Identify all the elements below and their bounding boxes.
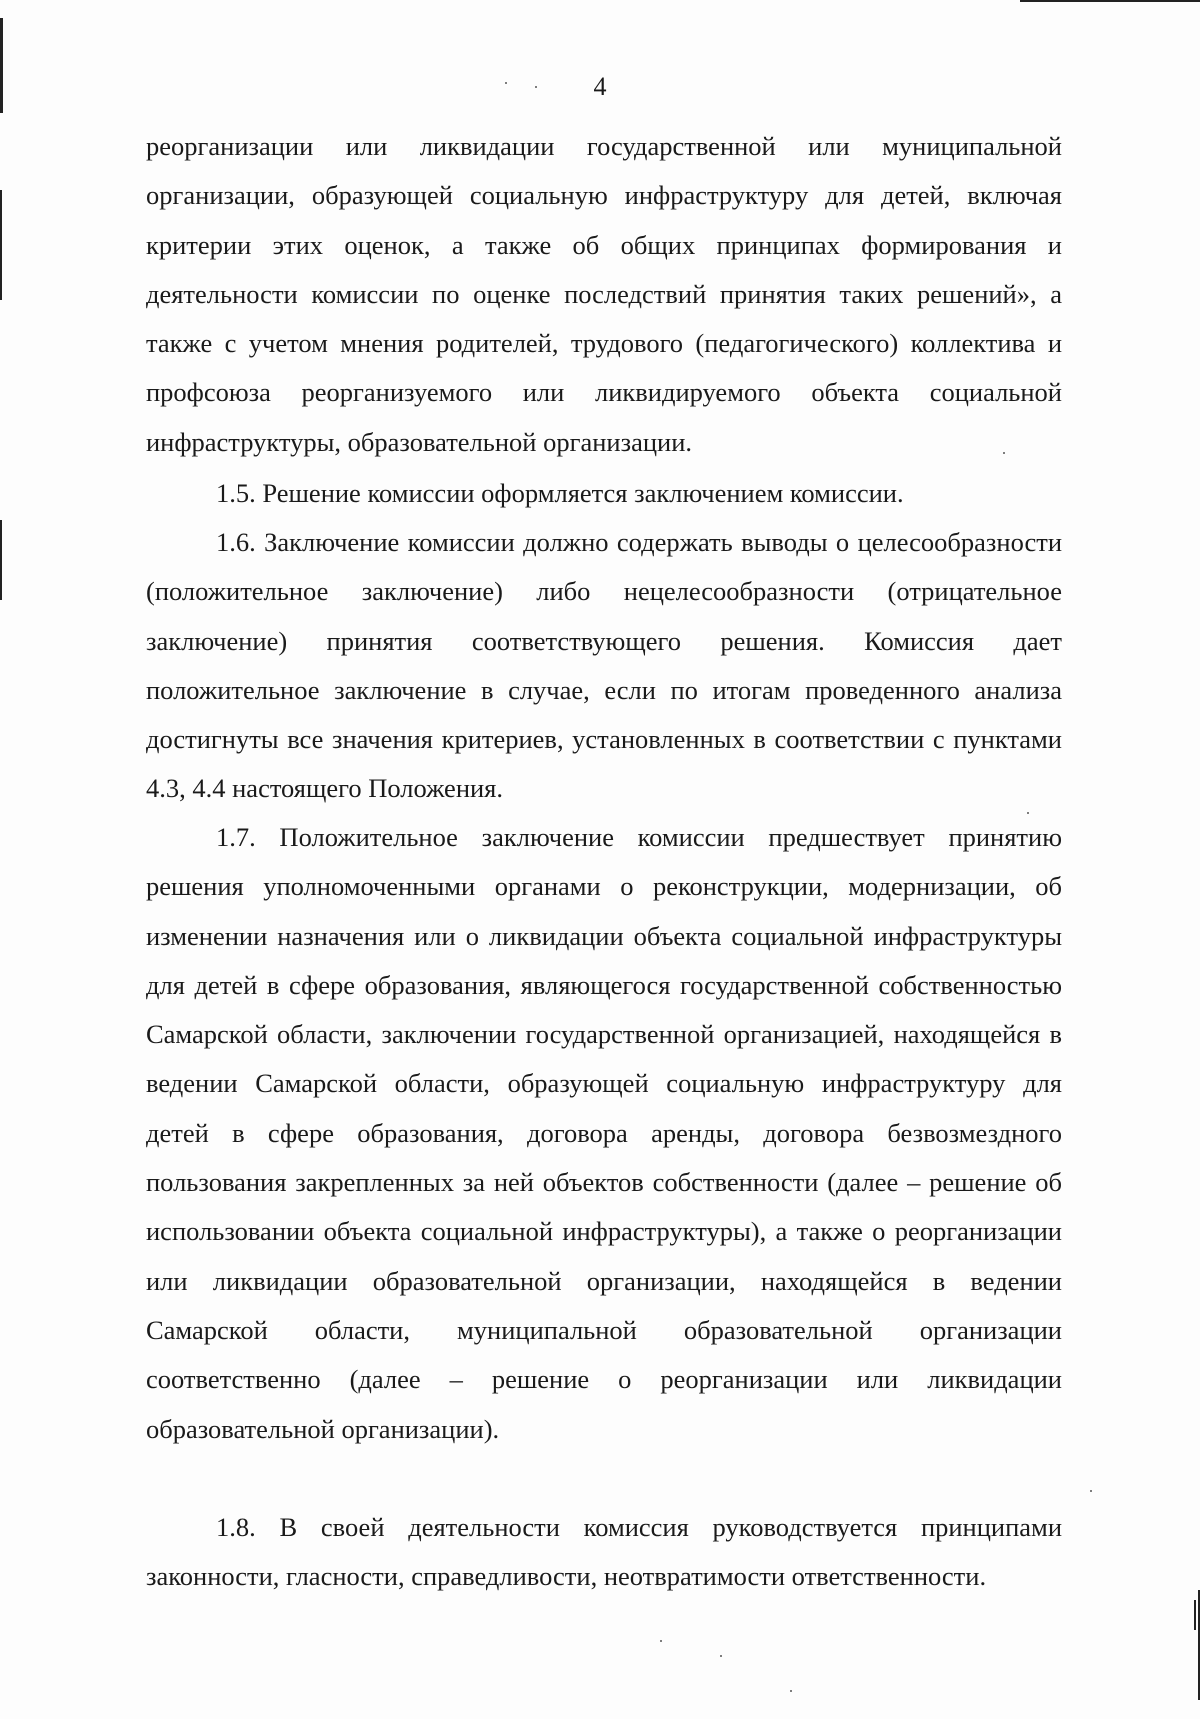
scan-edge-mark <box>1020 0 1200 2</box>
paragraph-text: 1.6. Заключение комиссии должно содержать выводы о целесообразности (положительное заключение) либо нецелесообразности (отрицательное заключение) принятия соответствующего решения. Комиссия дает положительное заключение в случае, если по итогам проведенного анализа достигнуты все значения критериев, установленных в соответствии с пунктами 4.3, 4.4 настоящего Положения. <box>146 527 1062 804</box>
scan-edge-mark <box>0 190 2 300</box>
paragraph-text: 1.5. Решение комиссии оформляется заключением комиссии. <box>216 478 904 508</box>
scan-speck <box>1090 1490 1092 1492</box>
scan-speck <box>660 1640 662 1642</box>
paragraph-text: 1.7. Положительное заключение комиссии предшествует принятию решения уполномоченными органами о реконструкции, модернизации, об изменении назначения или о ликвидации объекта социальной инфраструктуры для детей в сфере образования, являющегося государственной собственностью Самарской области, заключении государственной организацией, находящейся в ведении Самарской области, образующей социальную инфраструктуру для детей в сфере образования, договора аренды, договора безвозмездного пользования закрепленных за ней объектов собственности (далее – решение об использовании объекта социальной инфраструктуры), а также о реорганизации или ликвидации образовательной организации, находящейся в ведении Самарской области, муниципальной образовательной организации соответственно (далее – решение о реорганизации или ликвидации образовательной организации). <box>146 822 1062 1444</box>
intro-paragraph <box>146 122 1062 467</box>
page-number: 4 <box>593 72 607 101</box>
paragraph-1-7 <box>146 813 1062 1454</box>
paragraph-1-6 <box>146 518 1062 814</box>
scan-edge-mark <box>0 520 2 600</box>
paragraph-text: реорганизации или ликвидации государственной или муниципальной организации, образующей социальную инфраструктуру для детей, включая критерии этих оценок, а также об общих принципах формирования и деятельности комиссии по оценке последствий принятия таких решений», а также с учетом мнения родителей, трудового (педагогического) коллектива и профсоюза реорганизуемого или ликвидируемого объекта социальной инфраструктуры, образовательной организации. <box>146 131 1062 457</box>
paragraph-1-5 <box>146 469 1062 518</box>
scan-speck <box>720 1655 722 1657</box>
scan-edge-mark <box>1194 1600 1196 1630</box>
paragraph-text: 1.8. В своей деятельности комиссия руководствуется принципами законности, гласности, справедливости, неотвратимости ответственности. <box>146 1512 1062 1592</box>
paragraph-1-8 <box>146 1503 1062 1602</box>
scan-speck <box>790 1690 792 1692</box>
